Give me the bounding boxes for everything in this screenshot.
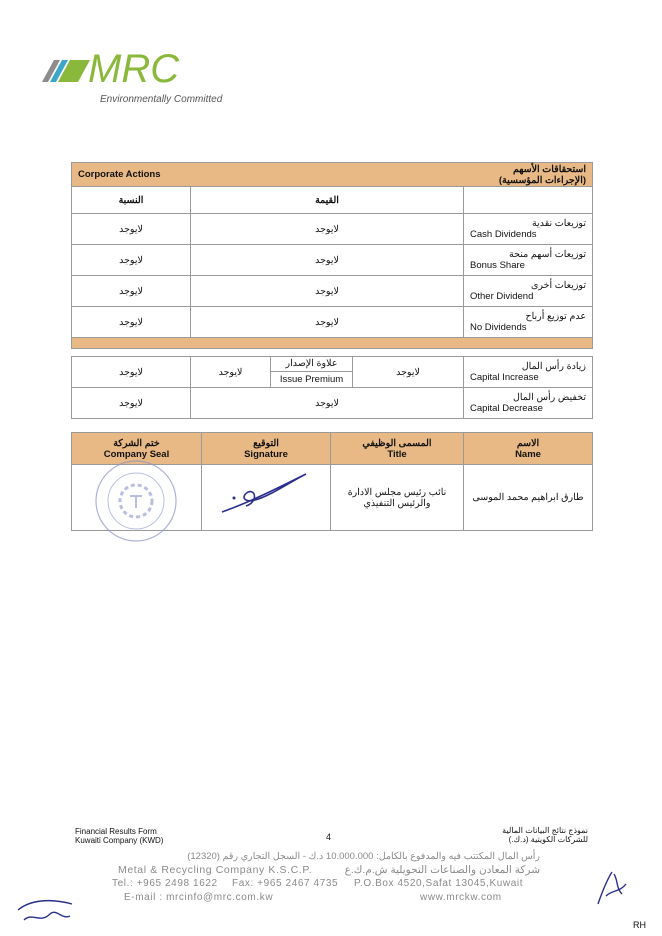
contact-email: E-mail : mrcinfo@mrc.com.kw <box>124 892 274 903</box>
company-seal-stamp <box>92 458 180 544</box>
contact-fax: Fax: +965 2467 4735 <box>232 878 339 889</box>
contact-pobox: P.O.Box 4520,Safat 13045,Kuwait <box>354 878 524 889</box>
col-ratio-header: النسبة <box>72 187 191 214</box>
table-row: لايوجد لايوجد توزيعات نقدية Cash Dividends <box>72 214 593 245</box>
table-row: لايوجد لايوجد توزيعات أخرى Other Dividend <box>72 276 593 307</box>
capital-line: رأس المال المكتتب فيه والمدفوع بالكامل: 10.000.000 د.ك - السجل التجاري رقم (12320) <box>187 851 540 862</box>
bottom-left-initials <box>10 890 80 930</box>
table-row: لايوجد لايوجد عدم توزيع أرباح No Dividends <box>72 307 593 338</box>
corporate-actions-title-ar: استحقاقات الأسهم (الإجراءات المؤسسية) <box>464 163 593 187</box>
form-name-en: Financial Results Form Kuwaiti Company (KWD) <box>75 827 164 845</box>
table-row: لايوجد لايوجد علاوة الإصدار Issue Premium لايوجد زيادة رأس المال Capital Increase <box>72 357 593 388</box>
page-number: 4 <box>326 832 332 842</box>
col-value-header: القيمة <box>191 187 464 214</box>
signatures-table: ختم الشركة Company Seal التوقيع Signature المسمى الوظيفي Title الاسم Name نائب رئيس مجلس الادارة والرئيس التنفيذي طارق ابراهيم محمد الموسى <box>71 432 593 531</box>
handwritten-signature <box>210 462 315 522</box>
table-row: لايوجد لايوجد توزيعات أسهم منحة Bonus Share <box>72 245 593 276</box>
corporate-actions-title-en: Corporate Actions <box>72 163 464 187</box>
bottom-right-initials <box>592 866 632 910</box>
logo-tagline: Environmentally Committed <box>100 94 223 105</box>
contact-phone: Tel.: +965 2498 1622 <box>112 878 218 889</box>
table-row: لايوجد لايوجد تخفيض رأس المال Capital Decrease <box>72 388 593 419</box>
form-name-ar: نموذج نتائج البيانات المالية للشركات الكويتية (د.ك.) <box>502 826 588 844</box>
contact-website: www.mrckw.com <box>420 892 502 903</box>
company-name-ar: شركة المعادن والصناعات التحويلية ش.م.ك.ع <box>344 864 540 876</box>
corporate-actions-table <box>71 162 593 349</box>
svg-text:MRC: MRC <box>88 47 180 91</box>
capital-changes-table <box>71 356 593 419</box>
person-name: طارق ابراهيم محمد الموسى <box>464 465 593 531</box>
company-name-en: Metal & Recycling Company K.S.C.P. <box>118 864 313 876</box>
page-initials: RH <box>633 920 646 930</box>
